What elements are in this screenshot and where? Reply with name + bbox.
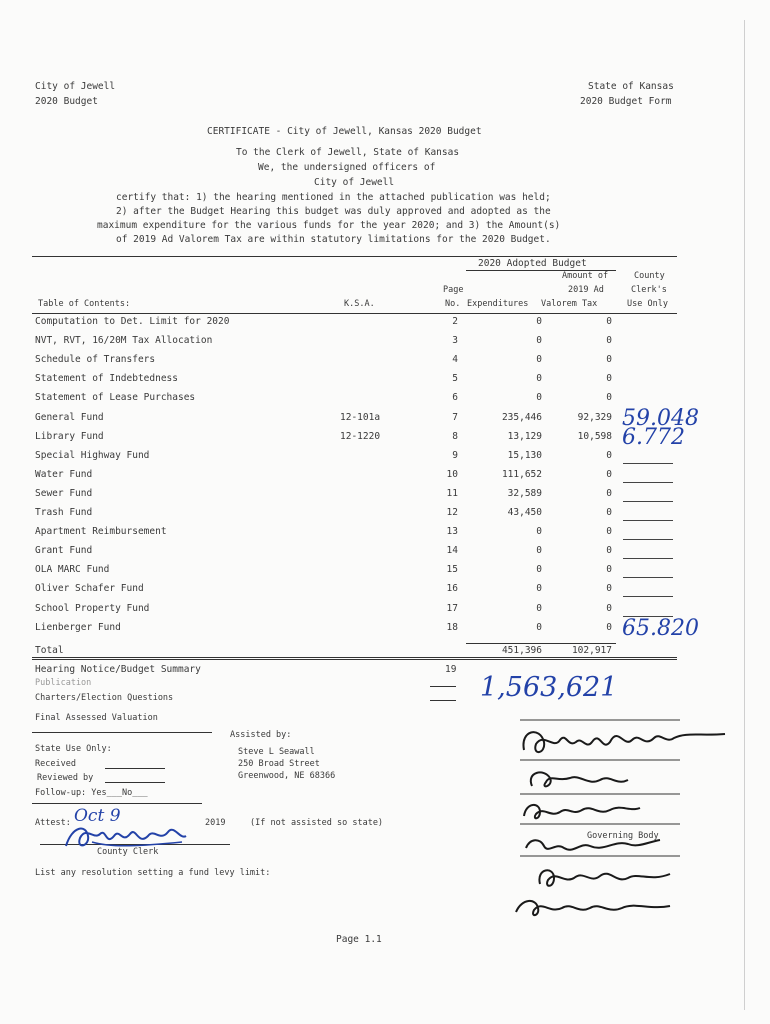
page-number-cell: 15 bbox=[446, 564, 458, 576]
expenditures-cell: 0 bbox=[536, 373, 542, 385]
table-row bbox=[0, 615, 770, 641]
assisted-name: Steve L Seawall bbox=[238, 747, 315, 757]
header-city: City of Jewell bbox=[35, 81, 116, 92]
fund-name: Sewer Fund bbox=[35, 487, 93, 499]
hearing-notice: Hearing Notice/Budget Summary bbox=[35, 664, 201, 675]
clerk-blank-line bbox=[623, 463, 673, 464]
final-assessed-handwritten: 1,563,621 bbox=[480, 672, 618, 703]
fund-name: Apartment Reimbursement bbox=[35, 526, 167, 538]
total-label: Total bbox=[35, 645, 64, 656]
governing-body-signatures bbox=[510, 712, 735, 922]
expenditures-cell: 13,129 bbox=[507, 430, 542, 442]
expenditures-cell: 0 bbox=[536, 392, 542, 404]
received-blank bbox=[105, 768, 165, 769]
table-row bbox=[0, 316, 770, 335]
col-table-of-contents: Table of Contents: bbox=[38, 299, 131, 309]
ad-valorem-tax-cell: 0 bbox=[606, 526, 612, 538]
certificate-body-4: of 2019 Ad Valorem Tax are within statutory limitations for the 2020 Budget. bbox=[116, 234, 551, 245]
ad-valorem-tax-cell: 0 bbox=[606, 354, 612, 366]
page-number-cell: 7 bbox=[452, 411, 458, 423]
certificate-body-3: maximum expenditure for the various funds for the year 2020; and 3) the Amount(s) bbox=[97, 220, 561, 231]
publication-blank bbox=[430, 686, 456, 687]
page-number-cell: 11 bbox=[446, 487, 458, 499]
table-row bbox=[0, 545, 770, 564]
clerk-blank-line bbox=[623, 520, 673, 521]
fund-name: NVT, RVT, 16/20M Tax Allocation bbox=[35, 335, 213, 347]
expenditures-cell: 0 bbox=[536, 621, 542, 633]
page-number-cell: 4 bbox=[452, 354, 458, 366]
col-county-3: Use Only bbox=[627, 299, 668, 309]
fund-name: Statement of Lease Purchases bbox=[35, 392, 196, 404]
page-number-cell: 6 bbox=[452, 392, 458, 404]
total-bottom-rule-1 bbox=[32, 657, 677, 658]
ad-valorem-tax-cell: 0 bbox=[606, 392, 612, 404]
total-tax: 102,917 bbox=[571, 645, 612, 656]
page-number-cell: 2 bbox=[452, 316, 458, 327]
clerk-blank-line bbox=[623, 558, 673, 559]
state-received: Received bbox=[35, 759, 76, 769]
ksa-statute: 12-1220 bbox=[340, 430, 381, 442]
table-row bbox=[0, 583, 770, 602]
clerk-blank-line bbox=[623, 577, 673, 578]
ad-valorem-tax-cell: 10,598 bbox=[577, 430, 612, 442]
expenditures-cell: 0 bbox=[536, 545, 542, 557]
page-number-cell: 13 bbox=[446, 526, 458, 538]
col-ksa: K.S.A. bbox=[344, 299, 375, 309]
governing-body-label: Governing Body bbox=[587, 831, 659, 841]
ad-valorem-tax-cell: 0 bbox=[606, 449, 612, 461]
fund-name: Special Highway Fund bbox=[35, 449, 150, 461]
ksa-statute: 12-101a bbox=[340, 411, 381, 423]
table-row bbox=[0, 469, 770, 488]
fund-name: School Property Fund bbox=[35, 602, 150, 614]
expenditures-cell: 0 bbox=[536, 602, 542, 614]
table-row bbox=[0, 450, 770, 469]
ad-valorem-tax-cell: 0 bbox=[606, 373, 612, 385]
col-county-1: County bbox=[634, 271, 665, 281]
col-amount-3: Valorem Tax bbox=[541, 299, 598, 309]
ad-valorem-tax-cell: 0 bbox=[606, 602, 612, 614]
fund-name: Trash Fund bbox=[35, 507, 93, 518]
page-number-cell: 16 bbox=[446, 583, 458, 595]
assisted-address: 250 Broad Street bbox=[238, 759, 320, 769]
expenditures-cell: 0 bbox=[536, 316, 542, 327]
page-number-cell: 17 bbox=[446, 602, 458, 614]
state-use-label: State Use Only: bbox=[35, 744, 112, 754]
total-expenditures: 451,396 bbox=[501, 645, 542, 656]
page-number-cell: 14 bbox=[446, 545, 458, 557]
reviewed-blank bbox=[105, 782, 165, 783]
certificate-title: CERTIFICATE - City of Jewell, Kansas 2020 Budget bbox=[207, 126, 482, 137]
expenditures-cell: 0 bbox=[536, 583, 542, 595]
ad-valorem-tax-cell: 0 bbox=[606, 507, 612, 518]
ad-valorem-tax-cell: 0 bbox=[606, 621, 612, 633]
table-row bbox=[0, 564, 770, 583]
fund-name: Water Fund bbox=[35, 468, 93, 480]
table-row bbox=[0, 488, 770, 507]
charters-blank bbox=[430, 700, 456, 701]
col-page-2: No. bbox=[445, 299, 461, 309]
col-expenditures: Expenditures bbox=[467, 299, 529, 309]
expenditures-cell: 32,589 bbox=[507, 487, 542, 499]
col-county-2: Clerk's bbox=[631, 285, 667, 295]
attest-year: 2019 bbox=[205, 818, 226, 828]
header-form: 2020 Budget Form bbox=[580, 96, 672, 107]
table-top-rule bbox=[32, 256, 677, 257]
publication: Publication bbox=[35, 678, 92, 688]
col-amount-2: 2019 Ad bbox=[568, 285, 604, 295]
state-reviewed: Reviewed by bbox=[37, 773, 94, 783]
attest-note: (If not assisted so state) bbox=[250, 818, 384, 828]
fund-name: Schedule of Transfers bbox=[35, 354, 156, 366]
fund-name: General Fund bbox=[35, 411, 104, 423]
expenditures-cell: 0 bbox=[536, 335, 542, 347]
certificate-city: City of Jewell bbox=[314, 177, 395, 188]
hearing-page: 19 bbox=[445, 664, 457, 675]
list-resolution: List any resolution setting a fund levy limit: bbox=[35, 868, 271, 878]
final-assessed-rule bbox=[32, 732, 212, 733]
fund-name: Statement of Indebtedness bbox=[35, 373, 178, 385]
fund-name: Oliver Schafer Fund bbox=[35, 583, 144, 595]
adopted-budget-header: 2020 Adopted Budget bbox=[478, 258, 587, 269]
page-number-cell: 18 bbox=[446, 621, 458, 633]
expenditures-cell: 43,450 bbox=[507, 507, 542, 518]
total-top-rule bbox=[466, 643, 616, 644]
ad-valorem-tax-cell: 0 bbox=[606, 316, 612, 327]
ad-valorem-tax-cell: 0 bbox=[606, 583, 612, 595]
header-budget-year: 2020 Budget bbox=[35, 96, 98, 107]
total-bottom-rule-2 bbox=[32, 659, 677, 660]
fund-name: OLA MARC Fund bbox=[35, 564, 110, 576]
ad-valorem-tax-cell: 0 bbox=[606, 564, 612, 576]
page-number-cell: 9 bbox=[452, 449, 458, 461]
page-number-cell: 12 bbox=[446, 507, 458, 518]
table-row bbox=[0, 354, 770, 373]
attest-label: Attest: bbox=[35, 818, 71, 828]
fund-name: Computation to Det. Limit for 2020 bbox=[35, 316, 230, 327]
clerk-blank-line bbox=[623, 482, 673, 483]
page-number-cell: 8 bbox=[452, 430, 458, 442]
page-edge-mark bbox=[744, 20, 745, 1010]
fund-name: Library Fund bbox=[35, 430, 104, 442]
expenditures-cell: 0 bbox=[536, 564, 542, 576]
table-row bbox=[0, 373, 770, 392]
col-page-1: Page bbox=[443, 285, 464, 295]
assisted-label: Assisted by: bbox=[230, 730, 292, 740]
page-number-cell: 3 bbox=[452, 335, 458, 347]
table-header-rule bbox=[32, 313, 677, 314]
page-number-cell: 10 bbox=[446, 468, 458, 480]
ad-valorem-tax-cell: 0 bbox=[606, 335, 612, 347]
clerk-blank-line bbox=[623, 539, 673, 540]
certificate-to-clerk: To the Clerk of Jewell, State of Kansas bbox=[236, 147, 460, 158]
charters: Charters/Election Questions bbox=[35, 693, 174, 703]
certificate-body-1: certify that: 1) the hearing mentioned in the attached publication was held; bbox=[116, 192, 551, 203]
ad-valorem-tax-cell: 0 bbox=[606, 545, 612, 557]
final-assessed-label: Final Assessed Valuation bbox=[35, 713, 158, 723]
certificate-body-2: 2) after the Budget Hearing this budget was duly approved and adopted as the bbox=[116, 206, 551, 217]
page-number: Page 1.1 bbox=[336, 934, 382, 945]
table-row bbox=[0, 507, 770, 526]
state-followup: Follow-up: Yes___No___ bbox=[35, 788, 148, 798]
fund-name: Grant Fund bbox=[35, 545, 93, 557]
certificate-we-officers: We, the undersigned officers of bbox=[258, 162, 436, 173]
expenditures-cell: 0 bbox=[536, 526, 542, 538]
expenditures-cell: 0 bbox=[536, 354, 542, 366]
clerk-handwritten-value: 65.820 bbox=[622, 615, 699, 641]
fund-name: Lienberger Fund bbox=[35, 621, 121, 633]
ad-valorem-tax-cell: 0 bbox=[606, 487, 612, 499]
expenditures-cell: 111,652 bbox=[501, 468, 542, 480]
page-number-cell: 5 bbox=[452, 373, 458, 385]
table-row bbox=[0, 424, 770, 450]
col-amount-1: Amount of bbox=[562, 271, 609, 281]
clerk-blank-line bbox=[623, 501, 673, 502]
state-use-rule bbox=[32, 803, 202, 804]
assisted-city: Greenwood, NE 68366 bbox=[238, 771, 336, 781]
county-clerk-label: County Clerk bbox=[97, 847, 159, 857]
clerk-blank-line bbox=[623, 596, 673, 597]
attest-date-handwritten: Oct 9 bbox=[74, 806, 121, 826]
header-state: State of Kansas bbox=[588, 81, 674, 92]
ad-valorem-tax-cell: 0 bbox=[606, 468, 612, 480]
clerk-handwritten-value: 59.048 bbox=[622, 405, 699, 431]
ad-valorem-tax-cell: 92,329 bbox=[577, 411, 612, 423]
clerk-handwritten-value: 6.772 bbox=[622, 424, 685, 450]
expenditures-cell: 235,446 bbox=[501, 411, 542, 423]
table-row bbox=[0, 526, 770, 545]
expenditures-cell: 15,130 bbox=[507, 449, 542, 461]
table-row bbox=[0, 335, 770, 354]
